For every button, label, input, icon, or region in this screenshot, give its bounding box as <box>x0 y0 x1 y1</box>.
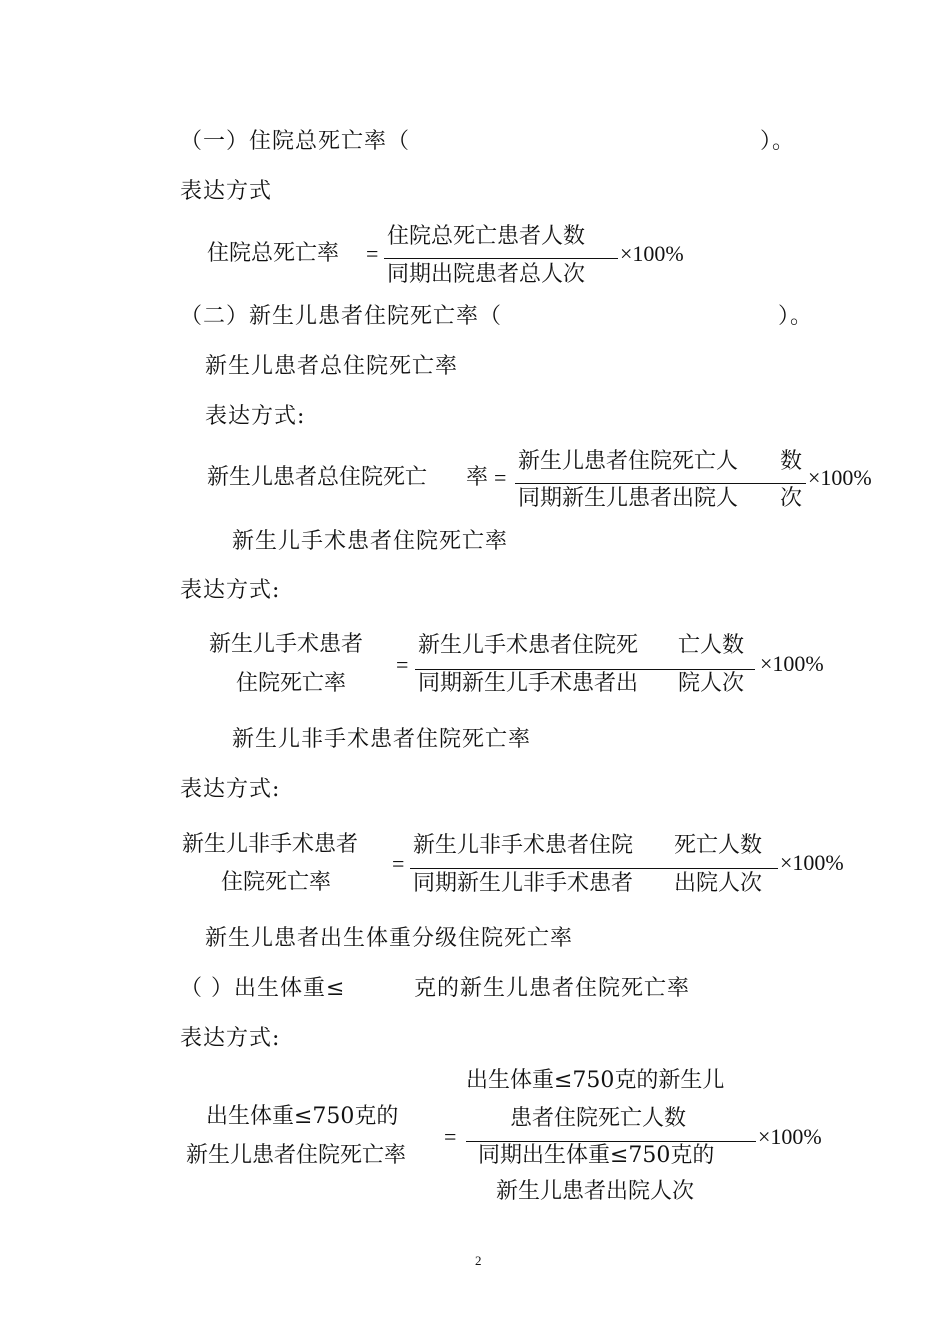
formula-lhs-line1: 新生儿非手术患者 <box>182 832 359 857</box>
formula-denominator-line2: 新生儿患者出院人次 <box>496 1179 695 1204</box>
section1-heading-close: ）。 <box>760 129 796 154</box>
formula-equals: = <box>396 652 409 677</box>
section2-heading-close: ）。 <box>778 304 814 329</box>
neonatal-surgical-expression-label: 表达方式: <box>180 578 281 603</box>
formula-lhs-tail: 率 <box>466 465 489 490</box>
formula-numerator: 住院总死亡患者人数 <box>387 224 586 249</box>
formula-multiplier: ×100% <box>780 850 844 875</box>
neonatal-weight-subheading: （ ）出生体重≤ <box>180 976 346 1001</box>
page-number: 2 <box>475 1253 482 1268</box>
section1-heading: （一）住院总死亡率（ <box>180 129 411 154</box>
formula-numerator-line1: 出生体重≤750克的新生儿 <box>466 1068 725 1093</box>
neonatal-nonsurgical-title: 新生儿非手术患者住院死亡率 <box>232 727 532 752</box>
formula-lhs-line1: 出生体重≤750克的 <box>206 1104 399 1129</box>
formula-denominator: 同期出院患者总人次 <box>387 262 586 287</box>
formula-numerator: 新生儿患者住院死亡人 <box>518 449 739 474</box>
formula-lhs-line2: 新生儿患者住院死亡率 <box>186 1143 407 1168</box>
formula-multiplier: ×100% <box>620 241 684 266</box>
formula-numerator-tail: 死亡人数 <box>674 833 763 858</box>
formula-numerator: 新生儿手术患者住院死 <box>418 633 639 658</box>
formula-numerator: 新生儿非手术患者住院 <box>413 833 634 858</box>
formula-numerator-tail: 亡人数 <box>678 633 745 658</box>
formula-denominator-line1: 同期出生体重≤750克的 <box>478 1143 715 1168</box>
neonatal-weight-subheading-tail: 克的新生儿患者住院死亡率 <box>414 976 691 1001</box>
fraction-bar <box>466 1141 756 1142</box>
formula-denominator: 同期新生儿患者出院人 <box>518 486 739 511</box>
formula-numerator-line2: 患者住院死亡人数 <box>510 1106 687 1131</box>
formula-multiplier: ×100% <box>760 651 824 676</box>
neonatal-surgical-title: 新生儿手术患者住院死亡率 <box>232 529 509 554</box>
formula-equals: = <box>392 851 405 876</box>
section1-expression-label: 表达方式 <box>180 179 273 204</box>
formula-lhs-line2: 住院死亡率 <box>236 671 347 696</box>
formula-lhs: 住院总死亡率 <box>207 241 340 266</box>
neonatal-nonsurgical-expression-label: 表达方式: <box>180 777 281 802</box>
formula-equals: = <box>366 241 379 266</box>
fraction-bar <box>515 483 806 484</box>
neonatal-weight-expression-label: 表达方式: <box>180 1026 281 1051</box>
formula-denominator: 同期新生儿手术患者出 <box>418 671 639 696</box>
formula-numerator-tail: 数 <box>780 449 803 474</box>
formula-multiplier: ×100% <box>758 1124 822 1149</box>
section2-heading: （二）新生儿患者住院死亡率（ <box>180 304 503 329</box>
formula-lhs-line2: 住院死亡率 <box>221 870 332 895</box>
neonatal-weight-title: 新生儿患者出生体重分级住院死亡率 <box>205 926 574 951</box>
fraction-bar <box>384 258 618 259</box>
formula-equals: = <box>444 1124 457 1149</box>
formula-equals: = <box>494 465 507 490</box>
fraction-bar <box>415 669 755 670</box>
formula-multiplier: ×100% <box>808 465 872 490</box>
neonatal-total-title: 新生儿患者总住院死亡率 <box>205 354 459 379</box>
neonatal-total-expression-label: 表达方式: <box>205 404 306 429</box>
fraction-bar <box>410 868 778 869</box>
formula-denominator: 同期新生儿非手术患者 <box>413 871 634 896</box>
formula-denominator-tail: 院人次 <box>678 671 745 696</box>
formula-lhs-line1: 新生儿手术患者 <box>209 632 364 657</box>
formula-denominator-tail: 次 <box>780 486 803 511</box>
formula-denominator-tail: 出院人次 <box>674 871 763 896</box>
formula-lhs: 新生儿患者总住院死亡 <box>207 465 428 490</box>
